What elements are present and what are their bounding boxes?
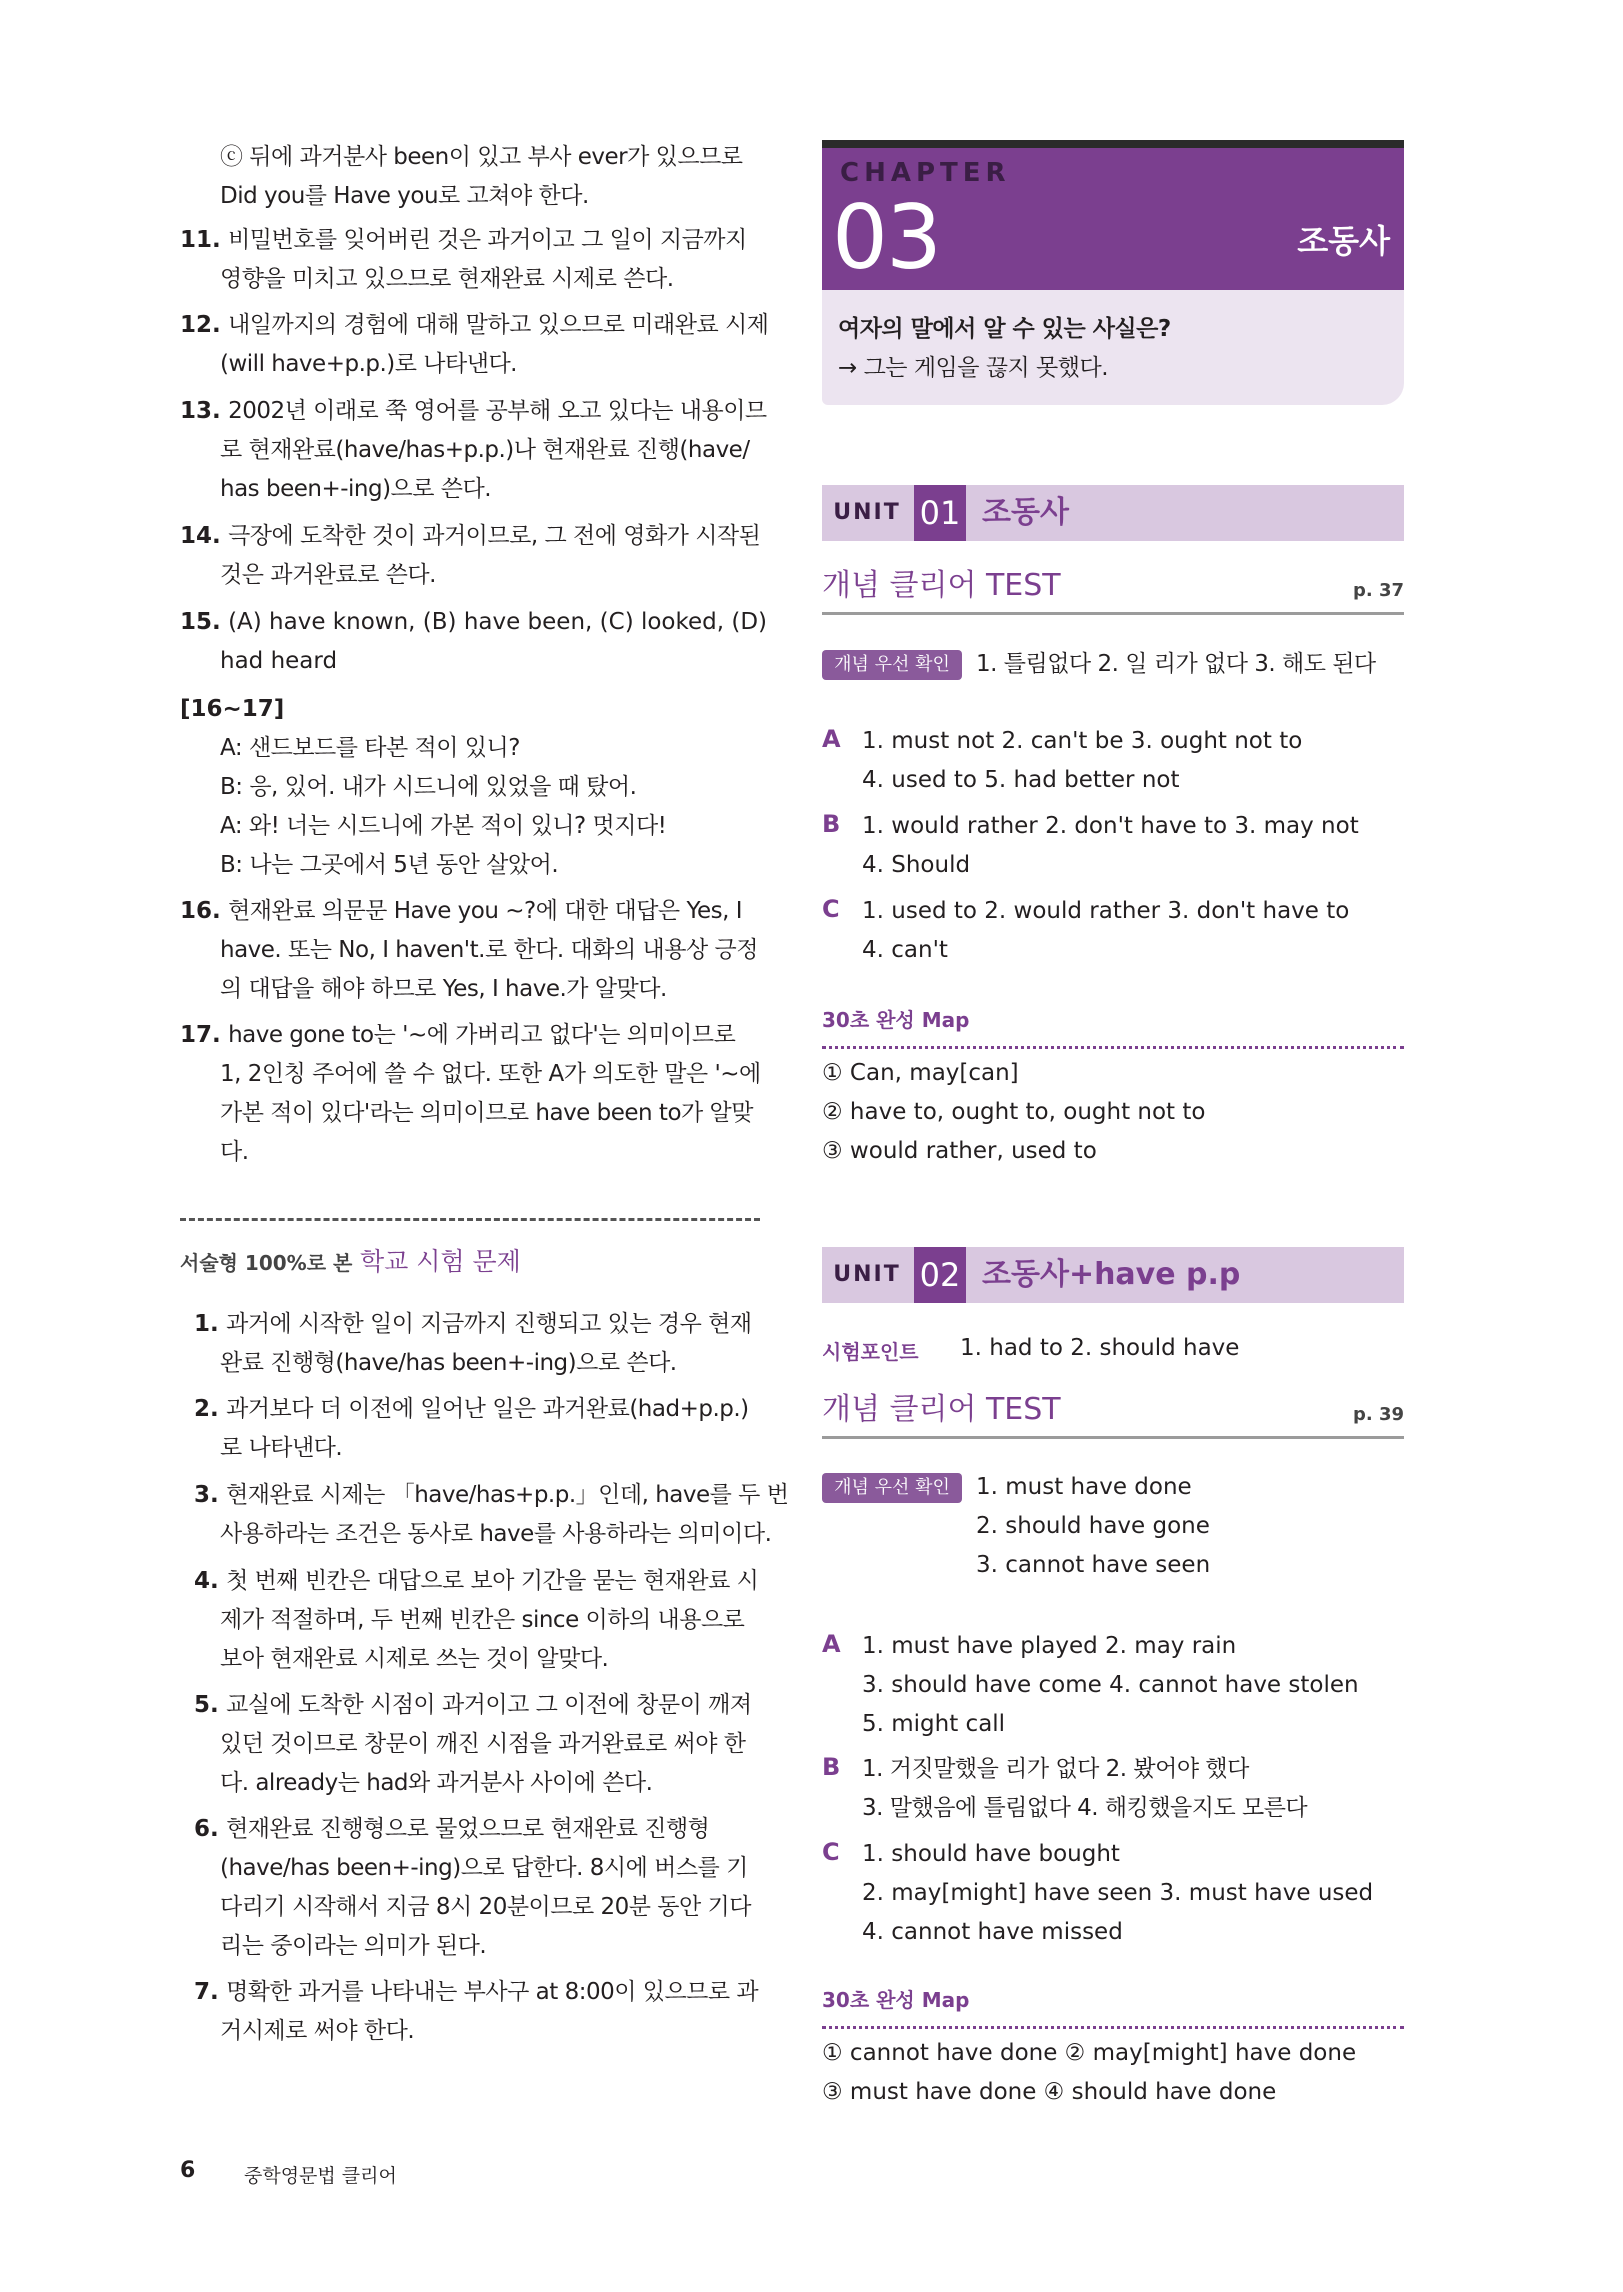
dotted-divider	[822, 1046, 1404, 1049]
range-label: [16~17]	[180, 696, 285, 722]
unit-title: 조동사+have p.p	[982, 1257, 1241, 1292]
item-text: 다.	[220, 1139, 249, 1165]
item-text: 첫 번째 빈칸은 대답으로 보아 기간을 묻는 현재완료 시	[226, 1568, 759, 1594]
item-text: 완료 진행형(have/has been+-ing)으로 쓴다.	[220, 1350, 677, 1376]
answer-line: 4. used to 5. had better not	[862, 767, 1180, 793]
chapter-number: 03	[832, 186, 940, 289]
item-text: 거시제로 써야 한다.	[220, 2018, 415, 2044]
chapter-question-box	[822, 290, 1404, 405]
item-text: 극장에 도착한 것이 과거이므로, 그 전에 영화가 시작된	[228, 523, 761, 549]
unit-01-bar	[822, 485, 1404, 541]
exam-item-6	[194, 1810, 709, 1849]
item-text: have. 또는 No, I haven't.로 한다. 대화의 내용상 긍정	[220, 937, 758, 963]
answer-letter: C	[822, 895, 840, 923]
answer-line: 3. should have come 4. cannot have stolen	[862, 1672, 1359, 1698]
item-text: 현재완료 의문문 Have you ~?에 대한 대답은 Yes, I	[228, 898, 742, 924]
map-line: ③ would rather, used to	[822, 1138, 1097, 1164]
dialog-line: A: 와! 너는 시드니에 가본 적이 있니? 멋지다!	[220, 813, 667, 839]
item-number: 13.	[180, 398, 221, 424]
answer-item-15	[180, 603, 767, 642]
chapter-banner	[822, 140, 1404, 290]
book-title: 중학영문법 클리어	[244, 2165, 397, 2187]
item-number: 11.	[180, 227, 221, 253]
test-title: 개념 클리어 TEST	[822, 1392, 1061, 1427]
answer-line: 3. 말했음에 틀림없다 4. 해킹했을지도 모른다	[862, 1795, 1308, 1821]
unit-02-bar	[822, 1247, 1404, 1303]
item-text: 비밀번호를 잊어버린 것은 과거이고 그 일이 지금까지	[228, 227, 747, 253]
item-number: 2.	[194, 1396, 219, 1422]
item-text: 것은 과거완료로 쓴다.	[220, 562, 436, 588]
item-number: 4.	[194, 1568, 219, 1594]
item-text: 가본 적이 있다'라는 의미이므로 have been to가 알맞	[220, 1100, 753, 1126]
test-title: 개념 클리어 TEST	[822, 568, 1061, 603]
exam-point-label: 시험포인트	[822, 1340, 919, 1364]
answer-item-17	[180, 1016, 735, 1055]
item-number: 5.	[194, 1692, 219, 1718]
item-text: 제가 적절하며, 두 번째 빈칸은 since 이하의 내용으로	[220, 1607, 745, 1633]
answer-letter: A	[822, 725, 841, 753]
exam-item-5	[194, 1686, 752, 1725]
item-number: 6.	[194, 1816, 219, 1842]
item-text: 현재완료 진행형으로 물었으므로 현재완료 진행형	[226, 1816, 710, 1842]
answer-letter: B	[822, 810, 841, 838]
item-text: 영향을 미치고 있으므로 현재완료 시제로 쓴다.	[220, 266, 674, 292]
item-text: 의 대답을 해야 하므로 Yes, I have.가 알맞다.	[220, 976, 667, 1002]
exam-item-3	[194, 1476, 788, 1515]
item-text: (have/has been+-ing)으로 답한다. 8시에 버스를 기	[220, 1855, 748, 1881]
answer-item-12	[180, 306, 768, 345]
item-text: 내일까지의 경험에 대해 말하고 있으므로 미래완료 시제	[228, 312, 769, 338]
map-title: 30초 완성 Map	[822, 1008, 970, 1032]
badge-answers: 1. 틀림없다 2. 일 리가 없다 3. 해도 된다	[976, 651, 1376, 677]
item-text: has been+-ing)으로 쓴다.	[220, 476, 492, 502]
answer-letter: B	[822, 1753, 841, 1781]
map-line: ③ must have done ④ should have done	[822, 2079, 1277, 2105]
answer-line: 5. might call	[862, 1711, 1006, 1737]
exam-item-2	[194, 1390, 749, 1429]
answer-line: 1. would rather 2. don't have to 3. may not	[862, 813, 1359, 839]
answer-line: 1. must have played 2. may rain	[862, 1633, 1237, 1659]
concept-test-heading	[822, 1390, 1404, 1439]
answer-line: 1. should have bought	[862, 1841, 1120, 1867]
item-text: 명확한 과거를 나타내는 부사구 at 8:00이 있으므로 과	[226, 1979, 759, 2005]
item-text: 2002년 이래로 쭉 영어를 공부해 오고 있다는 내용이므	[228, 398, 767, 424]
badge-line: 1. must have done	[976, 1474, 1192, 1500]
item-number: 3.	[194, 1482, 219, 1508]
item-number: 7.	[194, 1979, 219, 2005]
item-text: 현재완료 시제는 「have/has+p.p.」인데, have를 두 번	[226, 1482, 789, 1508]
item-text: 1, 2인칭 주어에 쓸 수 없다. 또한 A가 의도한 말은 '~에	[220, 1061, 761, 1087]
item-number: 15.	[180, 609, 221, 635]
chapter-question: 여자의 말에서 알 수 있는 사실은?	[838, 316, 1171, 342]
answer-line: 1. used to 2. would rather 3. don't have to	[862, 898, 1350, 924]
concept-check-badge: 개념 우선 확인	[822, 650, 962, 680]
item-text: 과거에 시작한 일이 지금까지 진행되고 있는 경우 현재	[226, 1311, 752, 1337]
exam-item-1	[194, 1305, 752, 1344]
section-brand: 서술형 100%로 본	[180, 1251, 353, 1275]
map-title: 30초 완성 Map	[822, 1988, 970, 2012]
item-number: 16.	[180, 898, 221, 924]
answer-item-16	[180, 892, 742, 931]
dialog-line: B: 응, 있어. 내가 시드니에 있었을 때 탔어.	[220, 774, 637, 800]
item-number: 17.	[180, 1022, 221, 1048]
answer-line: 4. can't	[862, 937, 948, 963]
unit-label: UNIT	[822, 485, 912, 541]
answer-letter: C	[822, 1838, 840, 1866]
answer-item-14	[180, 517, 760, 556]
answer-letter: A	[822, 1630, 841, 1658]
answer-line: 4. Should	[862, 852, 971, 878]
concept-check-badge: 개념 우선 확인	[822, 1473, 962, 1503]
answer-line: 1. 거짓말했을 리가 없다 2. 봤어야 했다	[862, 1756, 1249, 1782]
intro-line: ⓒ 뒤에 과거분사 been이 있고 부사 ever가 있으므로	[220, 144, 743, 170]
dialog-line: A: 샌드보드를 타본 적이 있니?	[220, 735, 520, 761]
concept-test-heading	[822, 566, 1404, 615]
map-line: ② have to, ought to, ought not to	[822, 1099, 1206, 1125]
page-reference: p. 39	[1352, 1404, 1404, 1425]
answer-line: 2. may[might] have seen 3. must have used	[862, 1880, 1374, 1906]
item-text: 로 현재완료(have/has+p.p.)나 현재완료 진행(have/	[220, 437, 750, 463]
item-text: 리는 중이라는 의미가 된다.	[220, 1933, 487, 1959]
item-text: (will have+p.p.)로 나타낸다.	[220, 351, 517, 377]
answer-item-13	[180, 392, 767, 431]
exam-item-4	[194, 1562, 758, 1601]
page-reference: p. 37	[1352, 580, 1404, 601]
item-text: 로 나타낸다.	[220, 1435, 343, 1461]
section-heading	[180, 1242, 521, 1278]
item-text: 있던 것이므로 창문이 깨진 시점을 과거완료로 써야 한	[220, 1731, 746, 1757]
section-title: 학교 시험 문제	[359, 1247, 521, 1276]
map-line: ① Can, may[can]	[822, 1060, 1019, 1086]
dialog-line: B: 나는 그곳에서 5년 동안 살았어.	[220, 852, 559, 878]
unit-number: 01	[914, 485, 966, 541]
unit-number: 02	[914, 1247, 966, 1303]
page-number: 6	[180, 2158, 196, 2183]
unit-title: 조동사	[982, 495, 1069, 530]
chapter-answer: → 그는 게임을 끊지 못했다.	[838, 355, 1109, 381]
item-text: 사용하라는 조건은 동사로 have를 사용하라는 의미이다.	[220, 1521, 772, 1547]
item-text: 다리기 시작해서 지금 8시 20분이므로 20분 동안 기다	[220, 1894, 751, 1920]
item-text: 다. already는 had와 과거분사 사이에 쓴다.	[220, 1770, 653, 1796]
answer-line: 1. must not 2. can't be 3. ought not to	[862, 728, 1303, 754]
unit-label: UNIT	[822, 1247, 912, 1303]
badge-line: 2. should have gone	[976, 1513, 1210, 1539]
dotted-divider	[822, 2026, 1404, 2029]
map-line: ① cannot have done ② may[might] have done	[822, 2040, 1357, 2066]
badge-line: 3. cannot have seen	[976, 1552, 1211, 1578]
section-divider	[180, 1218, 760, 1221]
chapter-title: 조동사	[1297, 222, 1390, 260]
item-text: 과거보다 더 이전에 일어난 일은 과거완료(had+p.p.)	[226, 1396, 749, 1422]
item-text: have gone to는 '~에 가버리고 없다'는 의미이므로	[228, 1022, 736, 1048]
chapter-label: CHAPTER	[840, 158, 1011, 188]
item-text: 교실에 도착한 시점이 과거이고 그 이전에 창문이 깨져	[226, 1692, 752, 1718]
intro-line: Did you를 Have you로 고쳐야 한다.	[220, 183, 589, 209]
exam-item-7	[194, 1973, 758, 2012]
item-text: had heard	[220, 648, 338, 674]
item-number: 14.	[180, 523, 221, 549]
item-number: 12.	[180, 312, 221, 338]
item-number: 1.	[194, 1311, 219, 1337]
answer-item-11	[180, 221, 747, 260]
item-text: 보아 현재완료 시제로 쓰는 것이 알맞다.	[220, 1646, 609, 1672]
chapter-header	[822, 140, 1404, 405]
exam-point-answers: 1. had to 2. should have	[960, 1335, 1240, 1361]
answer-line: 4. cannot have missed	[862, 1919, 1123, 1945]
item-text: (A) have known, (B) have been, (C) looked, (D)	[228, 609, 768, 635]
